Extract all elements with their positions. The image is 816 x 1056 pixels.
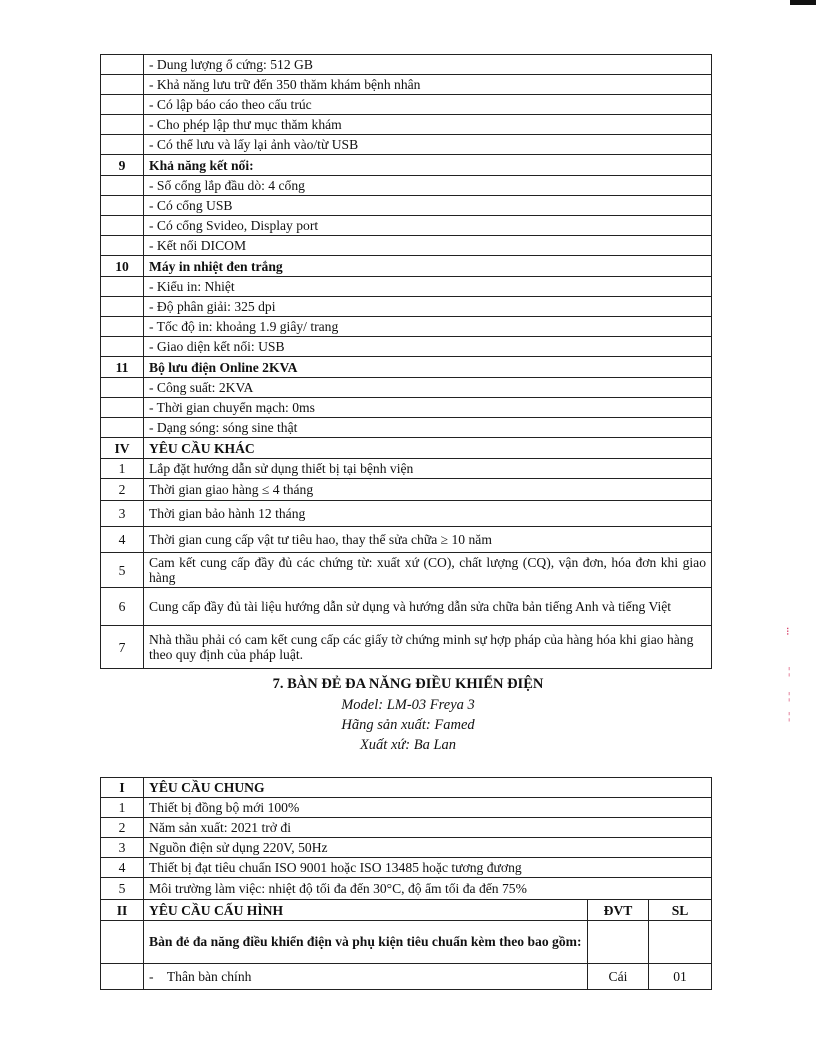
row-number <box>101 378 144 398</box>
row-number <box>101 216 144 236</box>
row-number: 9 <box>101 155 144 176</box>
row-number <box>101 176 144 196</box>
table-row <box>101 418 712 438</box>
spec-table-section7 <box>100 777 712 990</box>
row-number: 1 <box>101 798 144 818</box>
row-text: - Thời gian chuyển mạch: 0ms <box>144 398 712 418</box>
table-row <box>101 155 712 176</box>
unit-cell <box>588 921 649 964</box>
row-heading: YÊU CẦU CẤU HÌNH <box>144 900 588 921</box>
table-row <box>101 55 712 75</box>
table-row <box>101 588 712 626</box>
table-row <box>101 459 712 479</box>
device-manufacturer: Hãng sản xuất: Famed <box>341 717 475 733</box>
row-heading: Khả năng kết nối: <box>144 155 712 176</box>
row-number: 2 <box>101 818 144 838</box>
row-text: - Có thể lưu và lấy lại ảnh vào/từ USB <box>144 135 712 155</box>
scan-artifact: ¦ <box>788 710 791 722</box>
row-text: - Có lập báo cáo theo cấu trúc <box>144 95 712 115</box>
table-row <box>101 818 712 838</box>
row-number: 4 <box>101 858 144 878</box>
row-number: 4 <box>101 527 144 553</box>
row-number <box>101 418 144 438</box>
table-row <box>101 398 712 418</box>
table-row <box>101 553 712 588</box>
row-text: Lắp đặt hướng dẫn sử dụng thiết bị tại bệnh viện <box>144 459 712 479</box>
row-text: - Cho phép lập thư mục thăm khám <box>144 115 712 135</box>
row-number: 3 <box>101 838 144 858</box>
quantity-column-header: SL <box>649 900 712 921</box>
scan-artifact: ¦ <box>788 665 791 677</box>
row-number: 5 <box>101 553 144 588</box>
row-number: 1 <box>101 459 144 479</box>
row-number <box>101 297 144 317</box>
row-text: Thời gian cung cấp vật tư tiêu hao, thay thế sửa chữa ≥ 10 năm <box>144 527 712 553</box>
row-number: 2 <box>101 479 144 501</box>
table-row <box>101 378 712 398</box>
row-text: - Số cổng lắp đầu dò: 4 cổng <box>144 176 712 196</box>
row-text: - Tốc độ in: khoảng 1.9 giây/ trang <box>144 317 712 337</box>
table-row <box>101 176 712 196</box>
table-row <box>101 438 712 459</box>
table-row <box>101 626 712 669</box>
row-text: Năm sản xuất: 2021 trở đi <box>144 818 712 838</box>
row-number <box>101 398 144 418</box>
table-row <box>101 501 712 527</box>
row-number <box>101 95 144 115</box>
row-text: Thời gian bảo hành 12 tháng <box>144 501 712 527</box>
row-text: Nguồn điện sử dụng 220V, 50Hz <box>144 838 712 858</box>
table-row <box>101 95 712 115</box>
row-number: 7 <box>101 626 144 669</box>
row-text: Thời gian giao hàng ≤ 4 tháng <box>144 479 712 501</box>
row-number <box>101 75 144 95</box>
scan-artifact: ⁝ <box>786 626 790 638</box>
section-title: 7. BÀN ĐẺ ĐA NĂNG ĐIỀU KHIỂN ĐIỆN <box>272 676 544 692</box>
row-number <box>101 196 144 216</box>
table-row <box>101 479 712 501</box>
row-number <box>101 921 144 964</box>
row-text: - Kết nối DICOM <box>144 236 712 256</box>
table-row <box>101 778 712 798</box>
quantity-cell <box>649 921 712 964</box>
unit-cell: Cái <box>588 964 649 990</box>
row-text: Nhà thầu phải có cam kết cung cấp các giấy tờ chứng minh sự hợp pháp của hàng hóa khi giao hàng theo quy định của pháp luật. <box>144 626 712 669</box>
row-text: Cung cấp đầy đủ tài liệu hướng dẫn sử dụng và hướng dẫn sửa chữa bản tiếng Anh và tiếng Việt <box>144 588 712 626</box>
row-text: - Công suất: 2KVA <box>144 378 712 398</box>
row-number: 10 <box>101 256 144 277</box>
row-number: 3 <box>101 501 144 527</box>
row-text: Môi trường làm việc: nhiệt độ tối đa đến 30°C, độ ẩm tối đa đến 75% <box>144 878 712 900</box>
row-number <box>101 964 144 990</box>
row-number: 5 <box>101 878 144 900</box>
row-number: I <box>101 778 144 798</box>
row-number <box>101 236 144 256</box>
table-row <box>101 277 712 297</box>
row-number: 11 <box>101 357 144 378</box>
row-heading: Máy in nhiệt đen trắng <box>144 256 712 277</box>
table-row <box>101 216 712 236</box>
table-row <box>101 256 712 277</box>
spec-table-continued <box>100 54 712 669</box>
table-row <box>101 878 712 900</box>
table-row <box>101 798 712 818</box>
table-row <box>101 337 712 357</box>
row-heading: YÊU CẦU KHÁC <box>144 438 712 459</box>
row-text: - Giao diện kết nối: USB <box>144 337 712 357</box>
table-row <box>101 527 712 553</box>
scan-artifact: ¦ <box>788 690 791 702</box>
table-row <box>101 196 712 216</box>
row-text: - Độ phân giải: 325 dpi <box>144 297 712 317</box>
row-number <box>101 317 144 337</box>
table-row <box>101 858 712 878</box>
table-row <box>101 921 712 964</box>
table-row <box>101 135 712 155</box>
row-heading: Bộ lưu điện Online 2KVA <box>144 357 712 378</box>
row-text: - Kiểu in: Nhiệt <box>144 277 712 297</box>
table-row <box>101 115 712 135</box>
table-row <box>101 357 712 378</box>
table-row <box>101 236 712 256</box>
row-text: Thiết bị đồng bộ mới 100% <box>144 798 712 818</box>
table-row <box>101 964 712 990</box>
row-text: Cam kết cung cấp đầy đủ các chứng từ: xuất xứ (CO), chất lượng (CQ), vận đơn, hóa đơn khi giao hàng <box>144 553 712 588</box>
table-row <box>101 317 712 337</box>
unit-column-header: ĐVT <box>588 900 649 921</box>
row-text: - Dung lượng ổ cứng: 512 GB <box>144 55 712 75</box>
row-number <box>101 337 144 357</box>
row-text: Thiết bị đạt tiêu chuẩn ISO 9001 hoặc ISO 13485 hoặc tương đương <box>144 858 712 878</box>
device-model: Model: LM-03 Freya 3 <box>341 697 475 713</box>
row-text: - Có cổng USB <box>144 196 712 216</box>
row-number: II <box>101 900 144 921</box>
table-row <box>101 75 712 95</box>
row-text: - Khả năng lưu trữ đến 350 thăm khám bệnh nhân <box>144 75 712 95</box>
device-origin: Xuất xứ: Ba Lan <box>359 737 457 753</box>
row-number: IV <box>101 438 144 459</box>
row-text: - Thân bàn chính <box>144 964 588 990</box>
scan-corner-mark <box>790 0 816 5</box>
quantity-cell: 01 <box>649 964 712 990</box>
row-number: 6 <box>101 588 144 626</box>
row-text: - Có cổng Svideo, Display port <box>144 216 712 236</box>
table-row <box>101 838 712 858</box>
row-number <box>101 135 144 155</box>
table-row <box>101 297 712 317</box>
row-number <box>101 115 144 135</box>
table-header-row <box>101 900 712 921</box>
row-heading: YÊU CẦU CHUNG <box>144 778 712 798</box>
row-number <box>101 55 144 75</box>
row-number <box>101 277 144 297</box>
row-text: - Dạng sóng: sóng sine thật <box>144 418 712 438</box>
row-text: Bàn đẻ đa năng điều khiển điện và phụ kiện tiêu chuẩn kèm theo bao gồm: <box>144 921 588 964</box>
